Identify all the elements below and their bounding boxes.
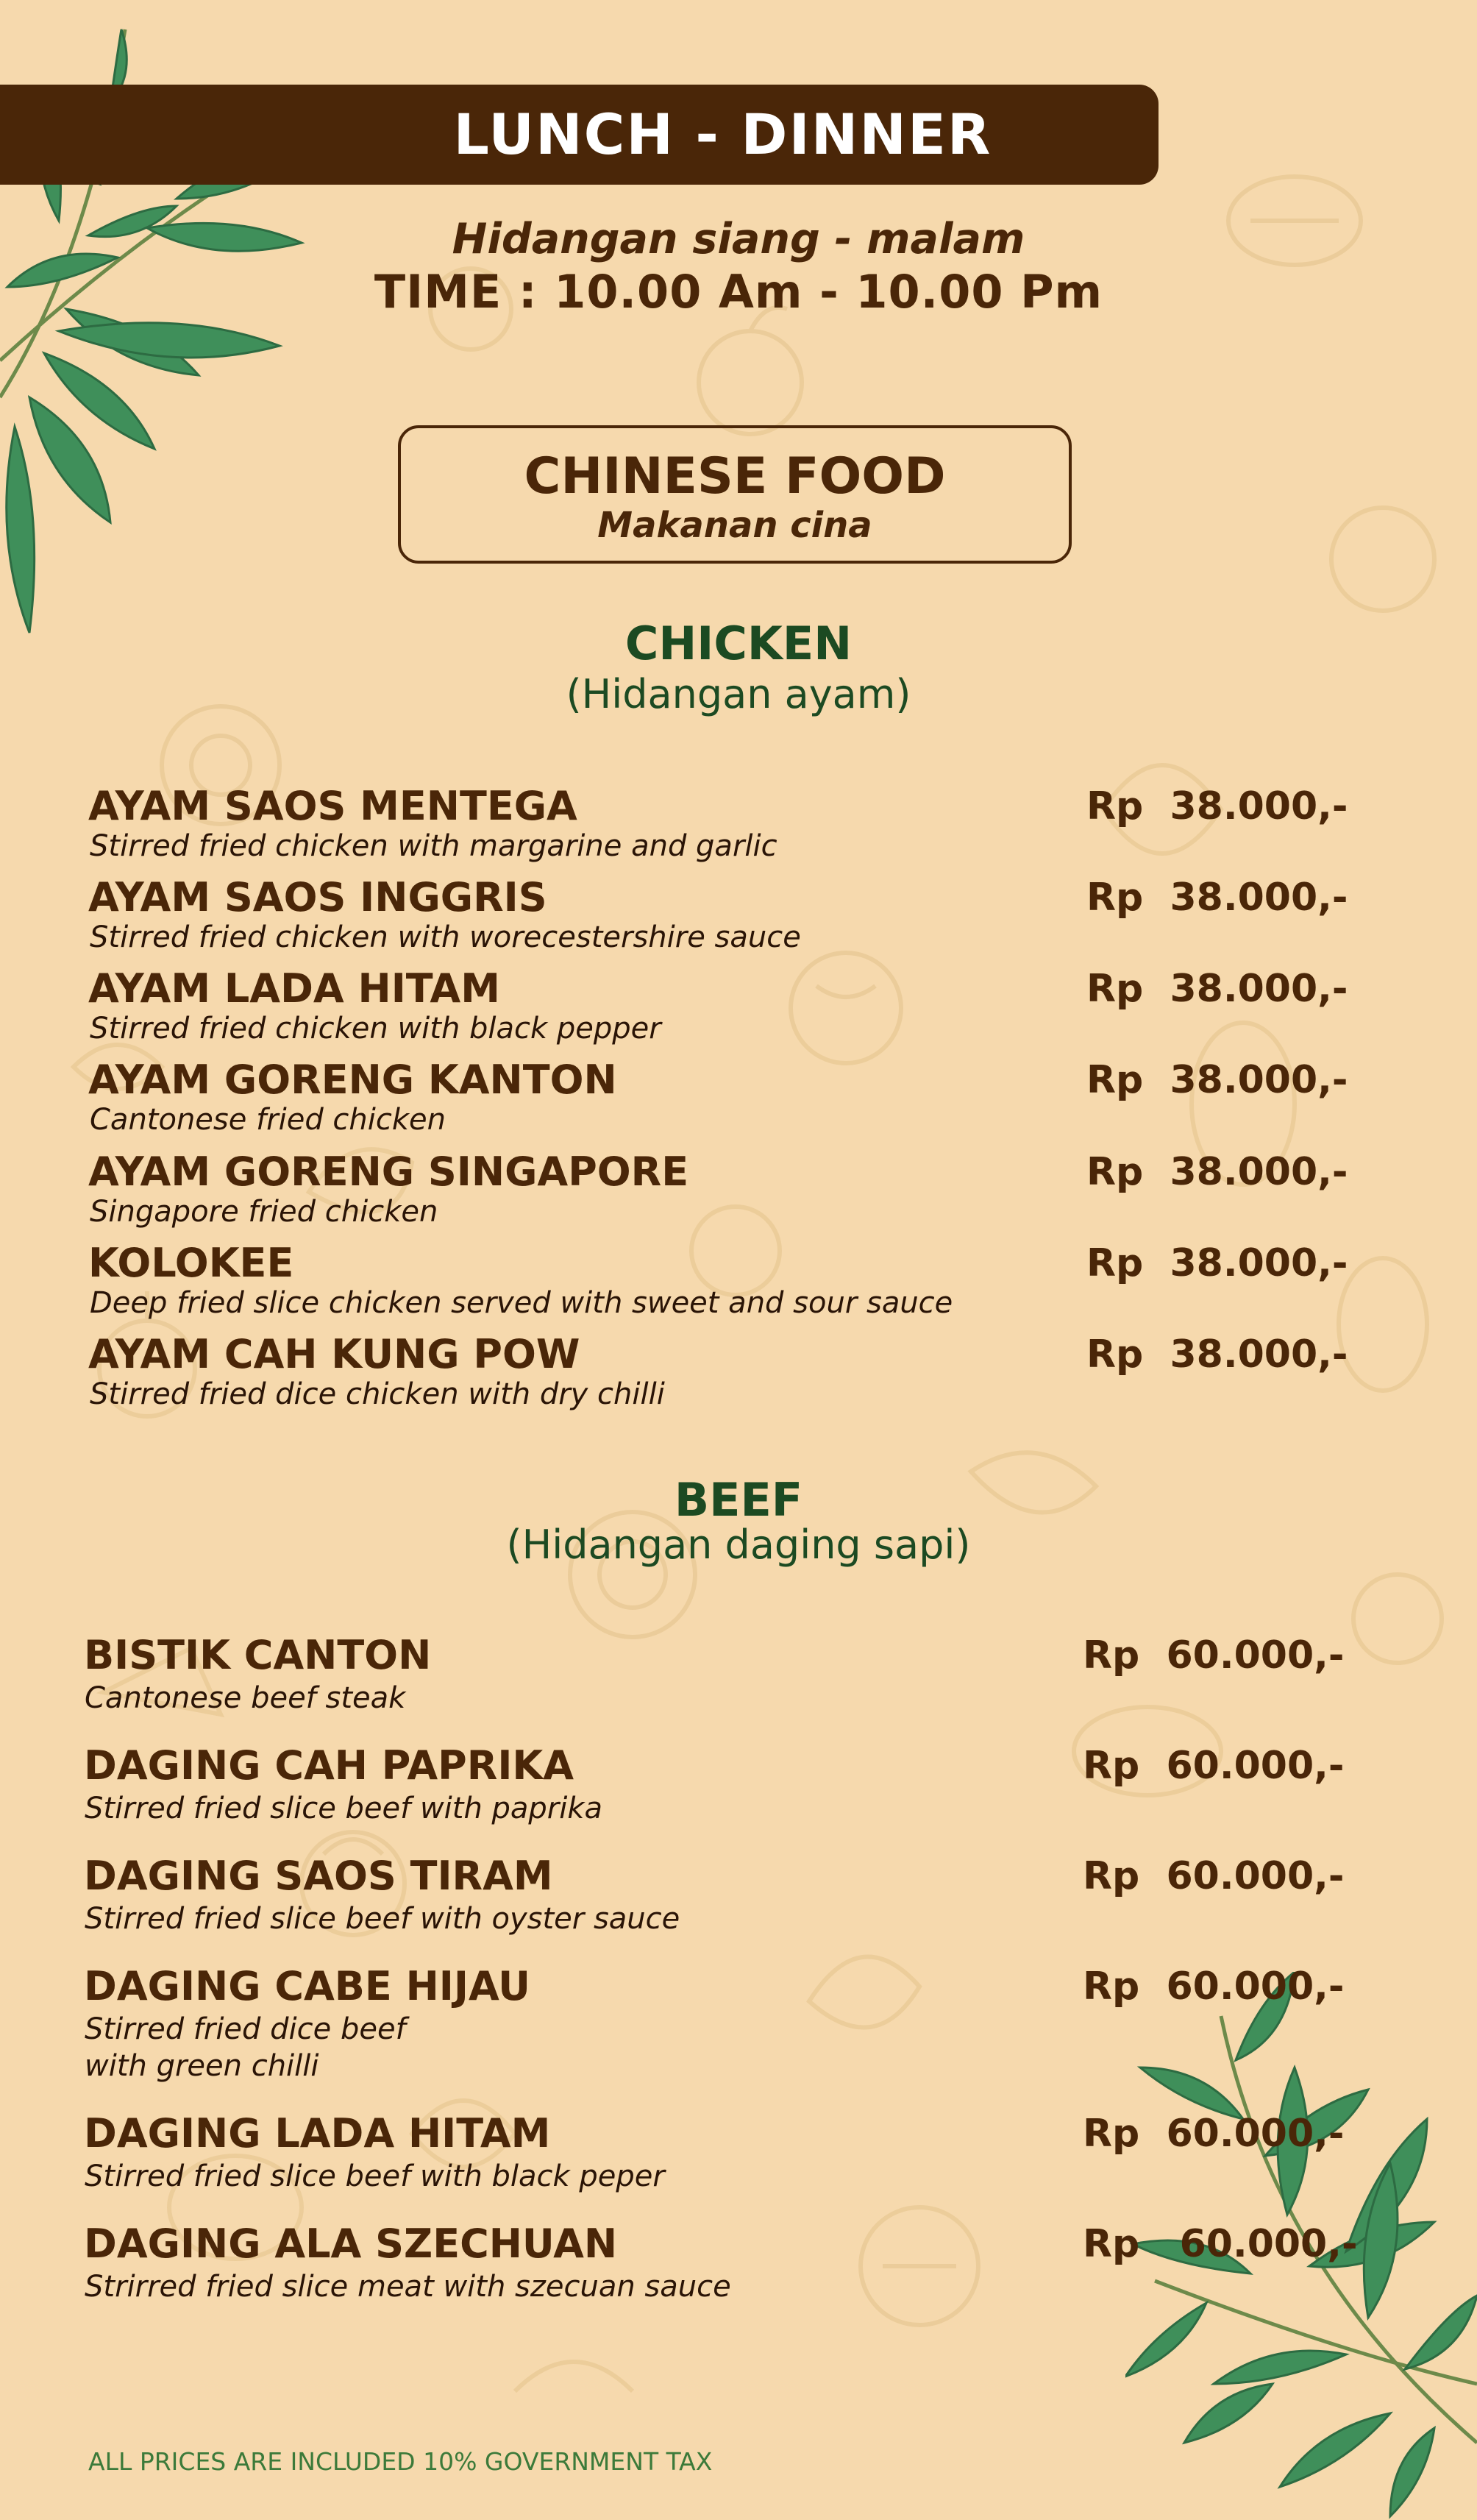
item-description: Stirred fried dice chicken with dry chilli — [90, 1377, 665, 1411]
section-title-chicken: CHICKEN — [624, 617, 853, 670]
item-price: Rp 38.000,- — [1086, 784, 1348, 828]
item-name: AYAM SAOS MENTEGA — [88, 783, 577, 829]
item-price: Rp 38.000,- — [1086, 1058, 1348, 1102]
item-description: Stirred fried slice beef with paprika — [85, 1792, 603, 1825]
item-name: AYAM LADA HITAM — [88, 965, 500, 1012]
item-price: Rp 60.000,- — [1083, 1854, 1345, 1898]
item-name: DAGING CAH PAPRIKA — [84, 1742, 574, 1789]
item-price: Rp 60.000,- — [1083, 2222, 1358, 2266]
item-price: Rp 38.000,- — [1086, 1332, 1348, 1377]
item-description: Deep fried slice chicken served with sweet and sour sauce — [90, 1286, 953, 1320]
item-name: DAGING ALA SZECHUAN — [84, 2221, 618, 2267]
item-name: AYAM GORENG SINGAPORE — [88, 1149, 689, 1195]
item-description: Stirred fried slice beef with black peper — [85, 2159, 665, 2193]
item-name: DAGING LADA HITAM — [84, 2110, 551, 2157]
tax-note: ALL PRICES ARE INCLUDED 10% GOVERNMENT TAX — [88, 2447, 713, 2476]
item-price: Rp 60.000,- — [1083, 1964, 1345, 2009]
item-description: Stirred fried chicken with margarine and garlic — [90, 829, 777, 863]
item-description: Stirred fried slice beef with oyster sauce — [85, 1902, 680, 1936]
menu-subtitle: Hidangan siang - malam — [452, 215, 1025, 263]
item-description: Strirred fried slice meat with szecuan sauce — [85, 2270, 731, 2304]
item-name: DAGING SAOS TIRAM — [84, 1853, 553, 1899]
item-description: Singapore fried chicken — [90, 1195, 438, 1229]
item-price: Rp 60.000,- — [1083, 1633, 1345, 1678]
section-title-beef: BEEF — [674, 1473, 803, 1527]
item-name: KOLOKEE — [88, 1240, 294, 1286]
item-name: AYAM CAH KUNG POW — [88, 1331, 580, 1377]
item-name: BISTIK CANTON — [84, 1632, 432, 1678]
item-description: Stirred fried chicken with black pepper — [90, 1012, 661, 1046]
item-price: Rp 38.000,- — [1086, 1241, 1348, 1285]
category-subtitle: Makanan cina — [597, 505, 872, 546]
item-description: Stirred fried dice beef — [85, 2012, 406, 2046]
item-name: AYAM GORENG KANTON — [88, 1057, 617, 1103]
service-time: TIME : 10.00 Am - 10.00 Pm — [374, 265, 1103, 319]
item-description: Stirred fried chicken with worecestershire sauce — [90, 920, 801, 954]
item-description-line2: with green chilli — [85, 2049, 319, 2083]
section-subtitle-beef: (Hidangan daging sapi) — [506, 1522, 971, 1568]
section-subtitle-chicken: (Hidangan ayam) — [566, 671, 911, 717]
item-description: Cantonese fried chicken — [90, 1103, 446, 1137]
item-description: Cantonese beef steak — [85, 1681, 406, 1715]
item-price: Rp 60.000,- — [1083, 2112, 1345, 2156]
category-title: CHINESE FOOD — [524, 447, 946, 505]
menu-title: LUNCH - DINNER — [453, 102, 992, 167]
item-price: Rp 38.000,- — [1086, 1150, 1348, 1194]
item-name: DAGING CABE HIJAU — [84, 1963, 530, 2009]
item-price: Rp 38.000,- — [1086, 876, 1348, 920]
item-price: Rp 60.000,- — [1083, 1744, 1345, 1788]
item-name: AYAM SAOS INGGRIS — [88, 874, 547, 920]
item-price: Rp 38.000,- — [1086, 967, 1348, 1011]
